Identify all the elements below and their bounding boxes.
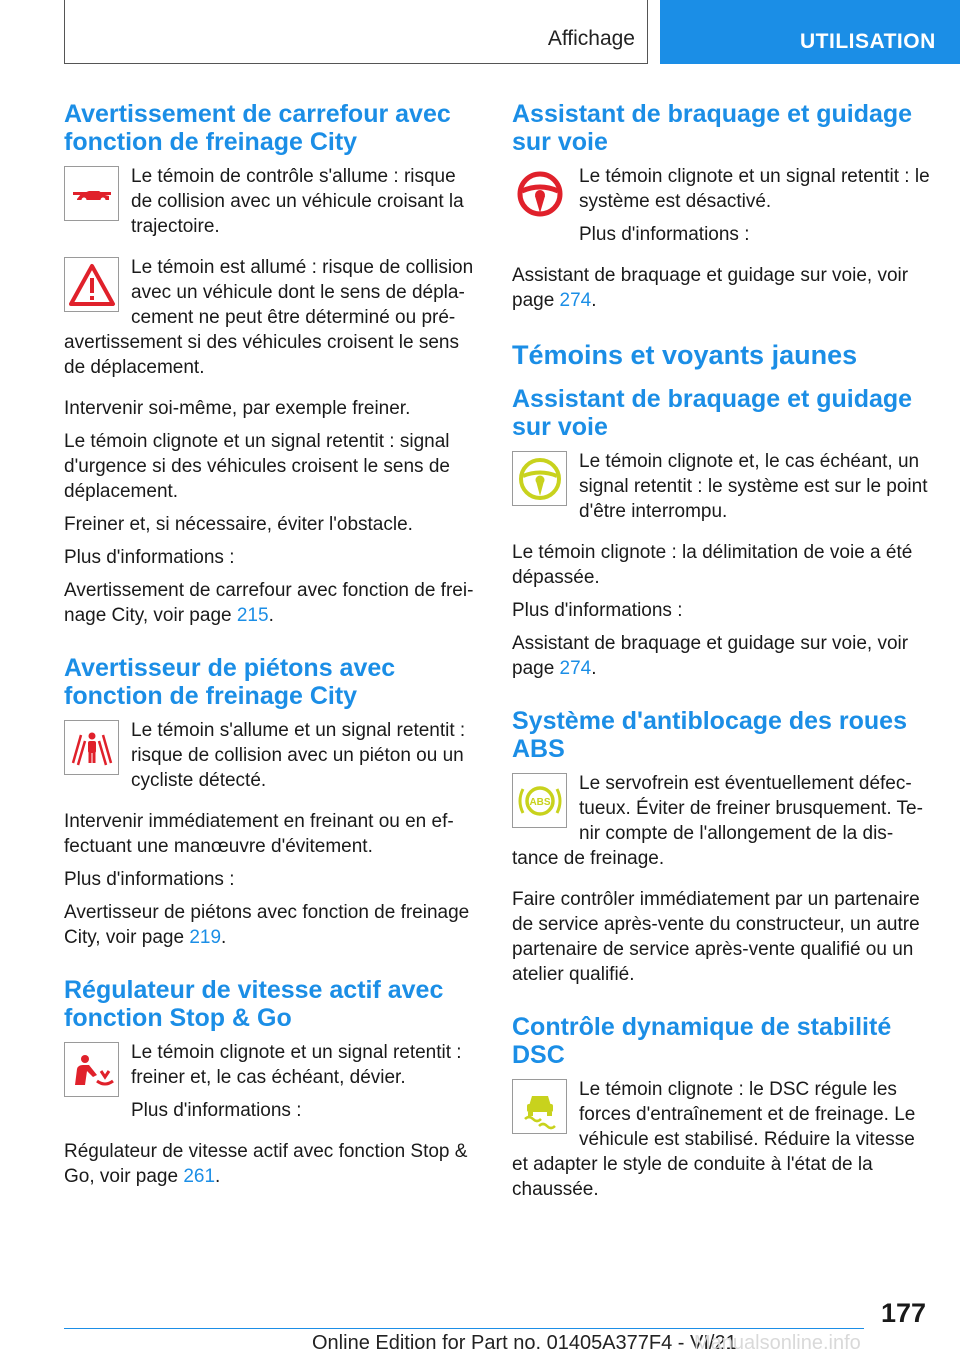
paragraph: Le servofrein est éventuellement défectueux. Éviter de freiner brusquement. Tenir compte de l'allongement de la distance de freinage. (512, 773, 923, 869)
page-link[interactable]: 274 (559, 290, 592, 311)
paragraph: Freiner et, si nécessaire, éviter l'obstacle. (64, 514, 413, 535)
section-dsc (512, 1013, 930, 1210)
paragraph: Faire contrôler immédiatement par un partenaire de service après-vente du constructeur, un autre partenaire de service après-vente qualifié ou un atelier qualifié. (512, 889, 920, 985)
footer-watermark: Manualsonline.info (694, 1332, 861, 1354)
paragraph: Plus d'informations : (64, 547, 235, 568)
warning-triangle-icon (64, 257, 119, 312)
paragraph: Le témoin s'allume et un signal retentit : risque de collision avec un piéton ou un cycliste détecté. (131, 720, 466, 791)
steering-wheel-yellow-icon (512, 451, 567, 506)
paragraph: Intervenir immédiatement en freinant ou en effectuant une manœuvre d'évitement. (64, 811, 454, 857)
reference-text: Régulateur de vitesse actif avec fonction Stop & Go, voir page (64, 1141, 468, 1187)
reference-text: Avertissement de carrefour avec fonction de freinage City, voir page (64, 580, 474, 626)
section-title: Assistant de braquage et guidage sur voie (512, 385, 913, 441)
major-section-title: Témoins et voyants jaunes (512, 340, 858, 370)
paragraph: Le témoin clignote : le DSC régule les forces d'entraînement et de freinage. Le véhicule est stabilisé. Réduire la vitesse et adapter le style de conduite à l'état de la chaussée. (512, 1079, 916, 1200)
reference-paragraph: Régulateur de vitesse actif avec fonction Stop & Go, voir page 261. (64, 1141, 468, 1187)
indicator-entry (64, 1040, 482, 1131)
reference-paragraph: Assistant de braquage et guidage sur voie, voir page 274. (512, 265, 909, 311)
paragraph: Intervenir soi-même, par exemple freiner. (64, 398, 411, 419)
page-link[interactable]: 219 (189, 927, 222, 948)
header-chapter-title: UTILISATION (800, 30, 936, 53)
section-active-cruise-control (64, 976, 482, 1189)
section-title: Avertisseur de piétons avec fonction de freinage City (64, 654, 396, 710)
section-steering-assistant-red (512, 100, 930, 313)
paragraph: Le témoin est allumé : risque de collision avec un véhicule dont le sens de déplacement ne peut être déterminé ou préavertissement si des véhicules croisent le sens de déplacement. (64, 257, 474, 378)
page-link[interactable]: 261 (183, 1166, 216, 1187)
pedestrian-warning-icon (64, 720, 119, 775)
reference-paragraph: Assistant de braquage et guidage sur voie, voir page 274. (512, 633, 909, 679)
header-section-title: Affichage (547, 27, 635, 50)
section-title: Contrôle dynamique de stabilité DSC (512, 1013, 892, 1069)
abs-warning-icon (512, 773, 567, 828)
header-chapter-tab (660, 0, 960, 64)
reference-paragraph: Avertisseur de piétons avec fonction de freinage City, voir page 219. (64, 902, 470, 948)
section-steering-assistant-yellow (512, 385, 930, 681)
indicator-entry (64, 164, 482, 247)
left-column (64, 100, 482, 1215)
section-title: Avertissement de carrefour avec fonction de freinage City (64, 100, 451, 156)
section-title: Régulateur de vitesse actif avec fonction Stop & Go (64, 976, 444, 1032)
right-column (512, 100, 930, 1236)
abs-icon-label: ABS (528, 796, 551, 808)
dsc-stability-icon (512, 1079, 567, 1134)
paragraph: Le témoin clignote et un signal retentit : signal d'urgence si des véhicules croisent le sens de déplacement. (64, 431, 450, 502)
reference-text: Assistant de braquage et guidage sur voie, voir page (512, 633, 909, 679)
indicator-entry (512, 164, 930, 255)
section-crossing-warning (64, 100, 482, 628)
indicator-entry (64, 718, 482, 801)
paragraph: Plus d'informations : (579, 224, 750, 245)
indicator-entry (512, 771, 930, 879)
header-section-box (64, 0, 648, 64)
reference-paragraph: Avertissement de carrefour avec fonction de freinage City, voir page 215. (64, 580, 474, 626)
paragraph: Le témoin clignote et, le cas échéant, un signal retentit : le système est sur le point d'être interrompu. (579, 451, 928, 522)
footer-rule (64, 1328, 864, 1329)
reference-text: Assistant de braquage et guidage sur voie, voir page (512, 265, 909, 311)
paragraph: Le témoin clignote : la délimitation de voie a été dépassée. (512, 542, 913, 588)
paragraph: Le témoin clignote et un signal retentit : freiner et, le cas échéant, dévier. (131, 1042, 462, 1088)
indicator-entry (512, 1077, 930, 1210)
footer-edition: Online Edition for Part no. 01405A377F4 - VI/21 (312, 1332, 737, 1354)
steering-wheel-red-icon (512, 166, 567, 221)
paragraph: Plus d'informations : (64, 869, 235, 890)
section-title: Système d'antiblocage des roues ABS (512, 707, 907, 763)
page-number: 177 (880, 1298, 926, 1328)
section-abs (512, 707, 930, 987)
section-title: Assistant de braquage et guidage sur voie (512, 100, 913, 156)
indicator-entry (64, 255, 482, 388)
indicator-entry (512, 449, 930, 532)
page-link[interactable]: 274 (559, 658, 592, 679)
section-pedestrian-warning (64, 654, 482, 950)
crossing-car-warning-icon (64, 166, 119, 221)
paragraph: Le témoin de contrôle s'allume : risque de collision avec un véhicule croisant la trajectoire. (131, 166, 464, 237)
paragraph: Plus d'informations : (131, 1100, 302, 1121)
reference-text: Avertisseur de piétons avec fonction de freinage City, voir page (64, 902, 470, 948)
brake-driver-warning-icon (64, 1042, 119, 1097)
page-link[interactable]: 215 (236, 605, 269, 626)
paragraph: Plus d'informations : (512, 600, 683, 621)
paragraph: Le témoin clignote et un signal retentit : le système est désactivé. (579, 166, 930, 212)
